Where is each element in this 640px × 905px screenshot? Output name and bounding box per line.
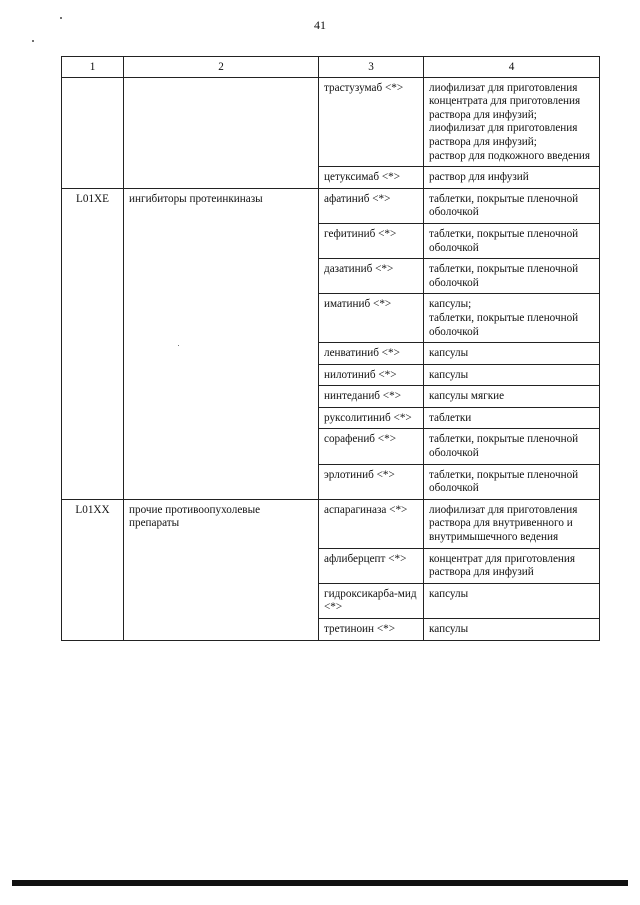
dosage-form-text: раствор для подкожного введения [429, 149, 591, 162]
dosage-form-cell [424, 499, 600, 548]
drug-name-cell: гефитиниб <*> [319, 223, 424, 258]
dosage-form-cell [424, 188, 600, 223]
dosage-form-cell [424, 77, 600, 167]
drug-name-cell: афатиниб <*> [319, 188, 424, 223]
dosage-form-cell [424, 167, 600, 189]
dosage-form-text: капсулы; [429, 298, 472, 311]
dosage-form-text: раствор для инфузий [429, 171, 529, 184]
table-row [62, 188, 600, 223]
drug-name-cell: ленватиниб <*> [319, 343, 424, 365]
dosage-form-text: таблетки, покрытые пленочной оболочкой [429, 433, 579, 460]
dosage-form-cell [424, 294, 600, 343]
header-row [62, 57, 600, 78]
dosage-form-text: капсулы [429, 623, 469, 635]
dosage-form-cell [424, 464, 600, 499]
table-row [62, 77, 600, 167]
dosage-form-cell [424, 429, 600, 464]
column-header-1: 1 [62, 57, 124, 78]
column-header-2: 2 [124, 57, 319, 78]
pharmacological-group-cell [124, 77, 319, 188]
table-body [62, 77, 600, 640]
dosage-form-text: капсулы [429, 368, 469, 381]
drug-name-cell: дазатиниб <*> [319, 259, 424, 294]
dosage-form-text: таблетки, покрытые пленочной оболочкой [429, 192, 579, 219]
dosage-form-cell [424, 407, 600, 429]
drug-name-cell: трастузумаб <*> [319, 77, 424, 167]
dosage-form-text: лиофилизат для приготовления раствора для внутривенного и внутримышечного ведения [429, 503, 578, 544]
dosage-form-cell [424, 619, 600, 641]
drug-name-cell: третиноин <*> [319, 619, 424, 641]
dosage-form-cell [424, 343, 600, 365]
dosage-form-text: таблетки [429, 411, 472, 424]
dosage-form-text: лиофилизат для приготовления раствора для инфузий; [429, 122, 578, 148]
scan-speck [32, 40, 34, 42]
dosage-form-text: капсулы [429, 587, 469, 600]
dosage-form-cell [424, 223, 600, 258]
drug-name-cell: сорафениб <*> [319, 429, 424, 464]
dosage-form-text: таблетки, покрытые пленочной оболочкой [429, 468, 579, 495]
dosage-form-cell [424, 548, 600, 583]
scan-speck [60, 17, 62, 19]
drug-name-cell: аспарагиназа <*> [319, 499, 424, 548]
dosage-form-cell [424, 259, 600, 294]
dosage-form-text: капсулы мягкие [429, 390, 505, 403]
pharmacological-group-cell: прочие противоопухолевые препараты [124, 499, 319, 640]
dosage-form-text: капсулы [429, 347, 469, 360]
dosage-form-cell [424, 386, 600, 408]
dosage-form-text: таблетки, покрытые пленочной оболочкой [429, 311, 579, 338]
pharmacological-group-cell: ингибиторы протеинкиназы [124, 188, 319, 499]
drug-name-cell: руксолитиниб <*> [319, 407, 424, 429]
atc-code-cell: L01XE [62, 188, 124, 499]
drug-name-cell: гидроксикарба-мид <*> [319, 583, 424, 618]
drug-name-cell: эрлотиниб <*> [319, 464, 424, 499]
drug-name-cell: нилотиниб <*> [319, 364, 424, 386]
dosage-form-text: лиофилизат для приготовления концентрата для приготовления раствора для инфузий; [429, 81, 581, 121]
bottom-rule [12, 880, 628, 886]
table-row [62, 499, 600, 548]
dosage-form-text: таблетки, покрытые пленочной оболочкой [429, 263, 579, 289]
column-header-3: 3 [319, 57, 424, 78]
drug-name-cell: афлиберцепт <*> [319, 548, 424, 583]
atc-code-cell [62, 77, 124, 188]
dosage-form-cell [424, 583, 600, 618]
dosage-form-cell [424, 364, 600, 386]
drug-name-cell: иматиниб <*> [319, 294, 424, 343]
drug-list-table [61, 56, 600, 641]
atc-code-cell: L01XX [62, 499, 124, 640]
drug-name-cell: цетуксимаб <*> [319, 167, 424, 189]
drug-name-cell: нинтеданиб <*> [319, 386, 424, 408]
page-number: 41 [314, 18, 326, 32]
dosage-form-text: концентрат для приготовления раствора для инфузий [429, 552, 576, 579]
dosage-form-text: таблетки, покрытые пленочной оболочкой [429, 227, 579, 254]
column-header-4: 4 [424, 57, 600, 78]
